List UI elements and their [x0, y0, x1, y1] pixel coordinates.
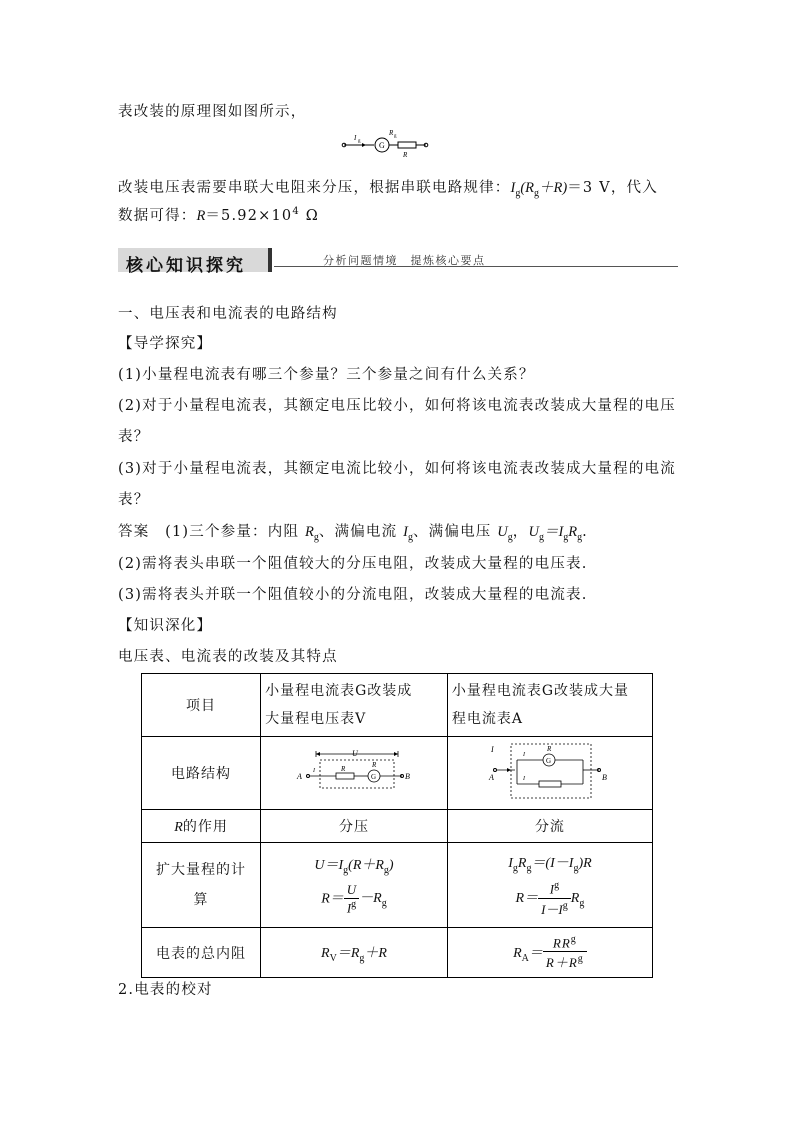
- table-row-circuit: [142, 737, 653, 810]
- role-ammeter: 分流: [447, 810, 652, 843]
- ig-label: I: [354, 134, 357, 142]
- svg-text:R: R: [389, 129, 394, 137]
- svg-text:R: R: [547, 745, 553, 753]
- total-voltmeter: $R_V=R_g+R$: [261, 928, 448, 978]
- question-3-line-b: 表？: [118, 492, 150, 508]
- guide-label: 【导学探究】: [118, 336, 213, 352]
- svg-text:U: U: [351, 749, 359, 758]
- table-row-header: [142, 674, 653, 737]
- question-1: (1)小量程电流表有哪三个参量？三个参量之间有什么关系？: [118, 367, 535, 383]
- total-label: 电表的总内阻: [142, 928, 261, 978]
- svg-text:B: B: [602, 773, 609, 782]
- question-3-line-a: (3)对于小量程电流表，其额定电流比较小，如何将该电流表改装成大量程的电流: [118, 461, 676, 477]
- circuit-label: 电路结构: [142, 737, 261, 810]
- svg-text:G: G: [546, 757, 553, 765]
- banner-subtitle: 分析问题情境 提炼核心要点: [323, 254, 486, 267]
- section-heading: 一、电压表和电流表的电路结构: [118, 306, 338, 322]
- svg-text:I: I: [312, 768, 316, 774]
- calc-ammeter: $I_gR_g=(I-I_g)R$ R＝ $\frac{I^g}{I-I^g}$ $R_g$: [447, 843, 652, 928]
- svg-text:I: I: [523, 752, 527, 758]
- intro-line-2: 改装电压表需要串联大电阻来分压，根据串联电路规律：$I_g(R_g+R)=3$ V，代入: [118, 180, 658, 199]
- svg-text:G: G: [370, 773, 378, 781]
- table-caption: 电压表、电流表的改装及其特点: [118, 649, 338, 665]
- svg-text:R: R: [340, 765, 347, 773]
- voltmeter-circuit-cell: [261, 737, 448, 810]
- calc-voltmeter: $U=I_g(R+R_g)$ R＝ $\frac{U}{I^g}$ $-R_g$: [261, 843, 448, 928]
- table-row-total: [142, 928, 653, 978]
- calc-label: 扩大量程的计 算: [142, 843, 261, 928]
- svg-text:I: I: [491, 745, 496, 754]
- question-2-line-b: 表？: [118, 429, 150, 445]
- banner-title: 核心知识探究: [126, 256, 246, 276]
- ammeter-circuit-diagram: [487, 740, 612, 802]
- voltmeter-circuit-diagram: [294, 746, 414, 796]
- svg-text:I: I: [523, 776, 527, 782]
- answer-2: (2)需将表头串联一个阻值较大的分压电阻，改装成大量程的电压表.: [118, 556, 588, 572]
- svg-text:A: A: [489, 773, 496, 782]
- svg-text:B: B: [404, 772, 411, 781]
- header-ammeter: 小量程电流表G改装成大量 程电流表A: [447, 674, 652, 737]
- table-row-calc: [142, 843, 653, 928]
- svg-text:g: g: [358, 139, 361, 144]
- resistor-icon: [398, 142, 416, 148]
- comparison-table: [141, 673, 653, 978]
- svg-text:R: R: [403, 151, 408, 158]
- answer-3: (3)需将表头并联一个阻值较小的分流电阻，改装成大量程的电流表.: [118, 587, 588, 603]
- svg-text:R: R: [371, 761, 378, 769]
- svg-text:g: g: [394, 134, 397, 139]
- role-voltmeter: 分压: [261, 810, 448, 843]
- svg-text:A: A: [296, 772, 303, 781]
- answer-1: 答案 (1)三个参量：内阻 $R_g$、满偏电流 $I_g$、满偏电压 $U_g$，$U_g=I_gR_g$.: [118, 524, 588, 543]
- banner-box: [118, 248, 272, 276]
- footer-heading: 2.电表的校对: [118, 982, 213, 998]
- series-circuit-diagram: [340, 128, 430, 158]
- header-item: 项目: [142, 674, 261, 737]
- intro-line-3: 数据可得：$R=5.92\times 10^4$ Ω: [118, 206, 319, 224]
- question-2-line-a: (2)对于小量程电流表，其额定电压比较小，如何将该电流表改装成大量程的电压: [118, 398, 676, 414]
- table-row-role: [142, 810, 653, 843]
- svg-text:G: G: [379, 141, 385, 150]
- role-label: R的作用: [142, 810, 261, 843]
- intro-line-1: 表改装的原理图如图所示，: [118, 104, 307, 120]
- total-ammeter: $R_A=$ $\frac{RR^g}{R+R^g}$: [447, 928, 652, 978]
- deep-label: 【知识深化】: [118, 618, 213, 634]
- section-banner: [118, 246, 678, 274]
- header-voltmeter: 小量程电流表G改装成 大量程电压表V: [261, 674, 448, 737]
- ammeter-circuit-cell: [447, 737, 652, 810]
